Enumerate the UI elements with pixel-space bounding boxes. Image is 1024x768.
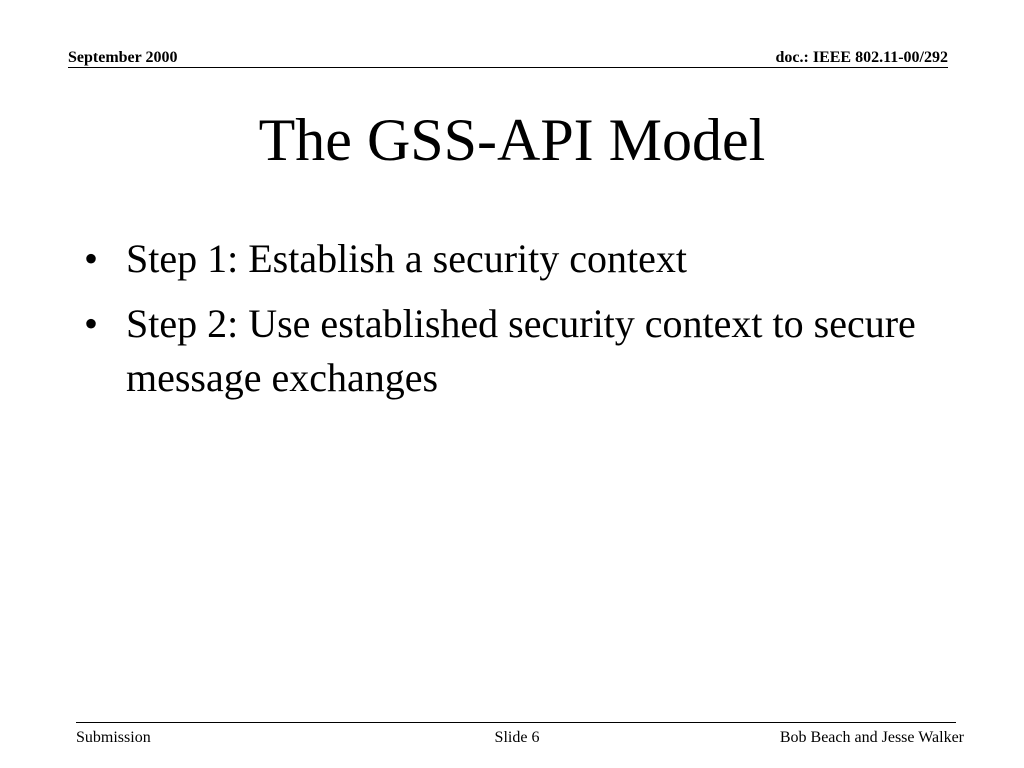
header-date: September 2000 <box>68 49 178 66</box>
bullet-list <box>84 232 944 416</box>
slide-title: The GSS-API Model <box>258 107 766 173</box>
bullet-text: Step 1: Establish a security context <box>126 236 687 281</box>
footer-authors: Bob Beach and Jesse Walker <box>779 729 964 746</box>
footer-divider <box>76 722 956 723</box>
bullet-text: Step 2: Use established security context to secure message exchanges <box>126 301 916 400</box>
footer-submission: Submission <box>76 729 151 746</box>
bullet-icon: • <box>84 301 99 346</box>
list-item <box>84 232 944 286</box>
bullet-icon: • <box>84 236 99 281</box>
footer-slide-number: Slide 6 <box>494 729 540 746</box>
header-doc-id: doc.: IEEE 802.11-00/292 <box>775 49 948 66</box>
list-item <box>84 297 944 405</box>
header-divider <box>68 67 948 68</box>
